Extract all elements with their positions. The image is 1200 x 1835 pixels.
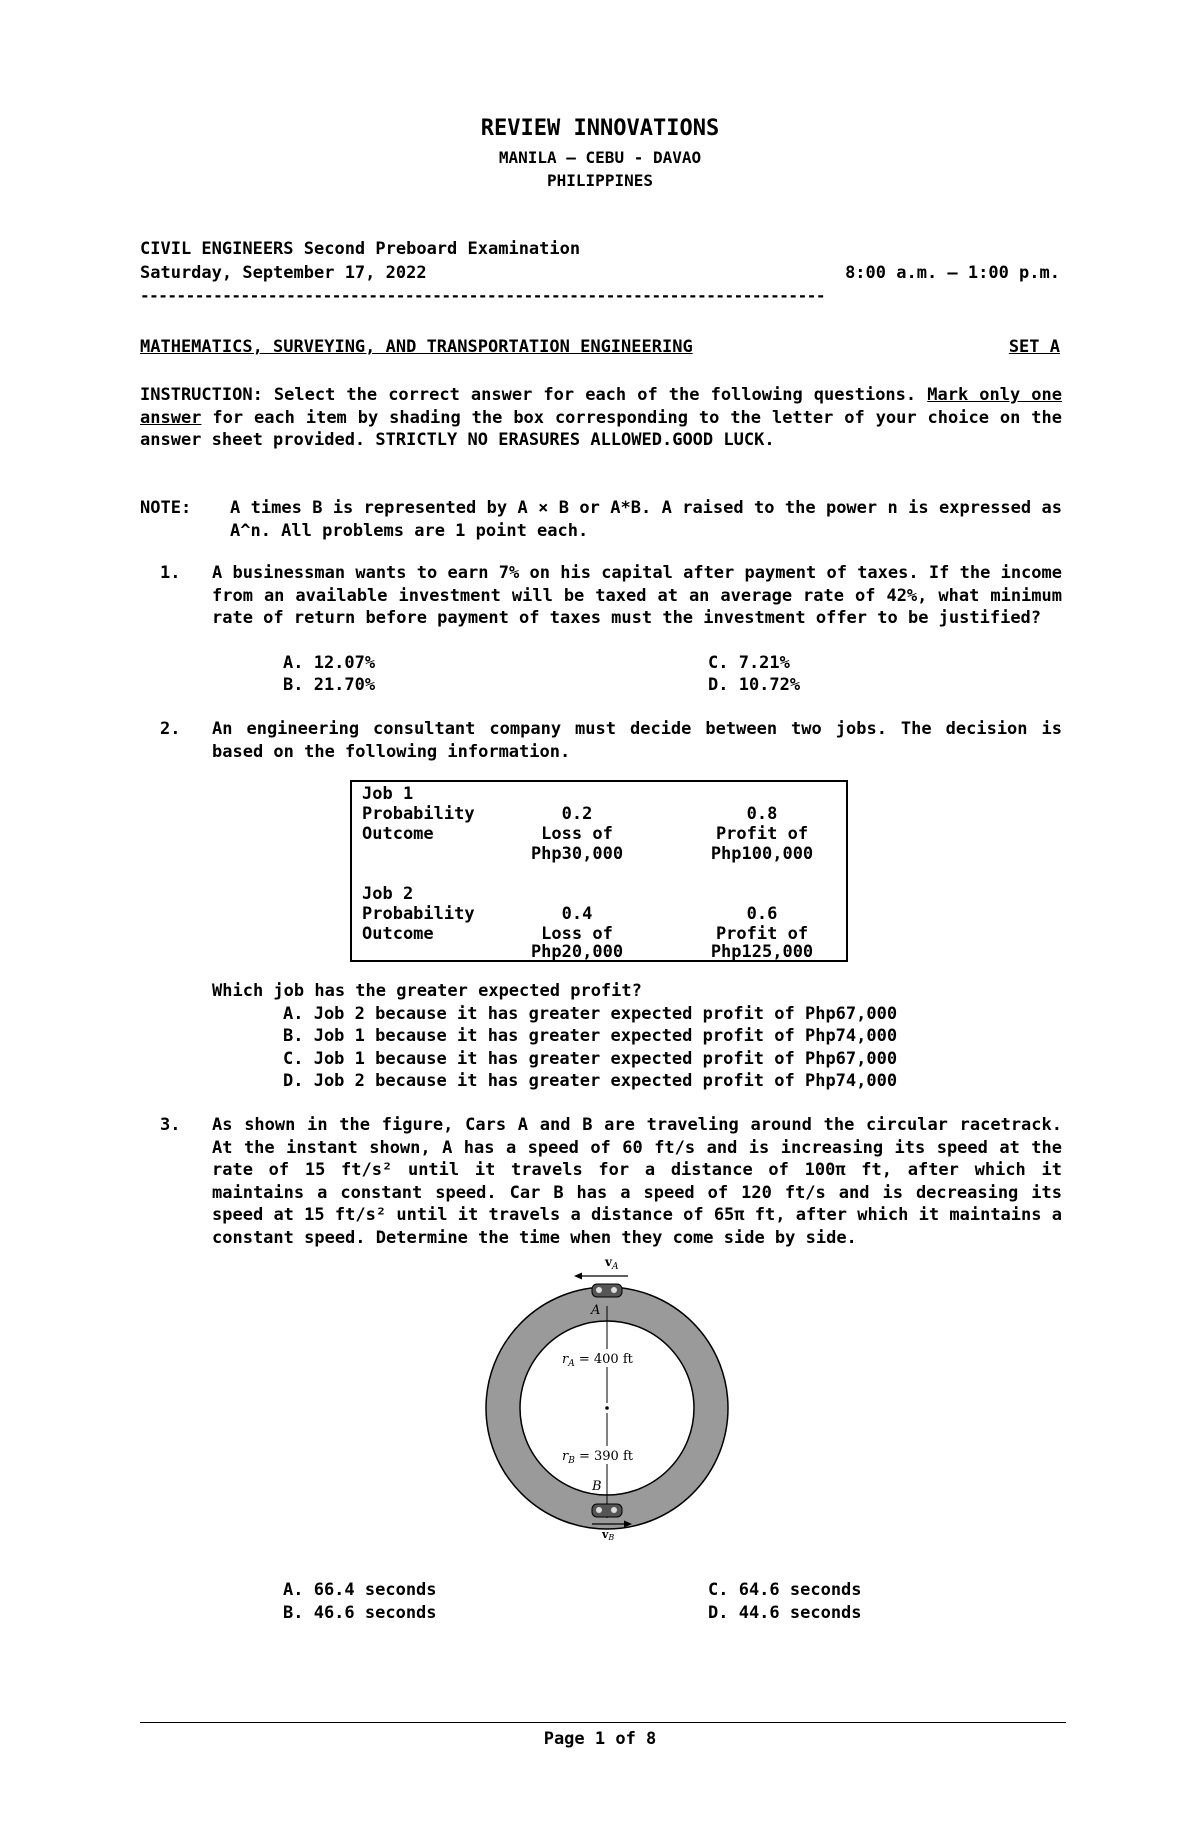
q1-choice-d: D. 10.72% bbox=[708, 675, 801, 695]
instruction-underlined: Mark only one answer bbox=[140, 385, 1062, 428]
q3-choice-d: D. 44.6 seconds bbox=[708, 1603, 862, 1623]
va-arrowhead bbox=[574, 1273, 582, 1280]
car-a-wheel bbox=[611, 1287, 617, 1293]
q1-choice-c: C. 7.21% bbox=[708, 653, 790, 673]
job2-outcome-2b: Php125,000 bbox=[710, 942, 814, 962]
q3-choice-c: C. 64.6 seconds bbox=[708, 1580, 862, 1600]
rb-label-letter: r bbox=[562, 1449, 569, 1464]
q1-number: 1. bbox=[160, 563, 181, 583]
note-text: A times B is represented by A × B or A*B. A raised to the power n is expressed as A^n. All problems are 1 point each. bbox=[230, 498, 1062, 541]
q1-choice-a: A. 12.07% bbox=[283, 653, 376, 673]
ra-label-letter: r bbox=[562, 1352, 569, 1367]
exam-time: 8:00 a.m. – 1:00 p.m. bbox=[845, 263, 1060, 283]
instruction-label: INSTRUCTION: bbox=[140, 385, 263, 405]
job1-probability-2: 0.8 bbox=[746, 804, 778, 824]
q1-text: A businessman wants to earn 7% on his capital after payment of taxes. If the income from an available investment will be taxed at an average rate of 42%, what minimum rate of return before payment of taxes must the investment offer to be justified? bbox=[212, 563, 1062, 628]
q2-choice-b: B. Job 1 because it has greater expected profit of Php74,000 bbox=[283, 1026, 898, 1046]
q2-number: 2. bbox=[160, 719, 181, 739]
org-country: PHILIPPINES bbox=[547, 171, 653, 190]
q3-choice-b: B. 46.6 seconds bbox=[283, 1603, 437, 1623]
car-b-wheel bbox=[596, 1507, 602, 1513]
job2-outcome-1a: Loss of bbox=[541, 924, 613, 944]
q2-question: Which job has the greater expected profit? bbox=[212, 981, 642, 1001]
org-title: REVIEW INNOVATIONS bbox=[480, 116, 720, 141]
job2-probability-2: 0.6 bbox=[746, 904, 778, 924]
q2-choice-c: C. Job 1 because it has greater expected profit of Php67,000 bbox=[283, 1049, 898, 1069]
footer-rule bbox=[140, 1722, 1066, 1723]
q3-text: As shown in the figure, Cars A and B are traveling around the circular racetrack. At the instant shown, A has a speed of 60 ft/s and is increasing its speed at the rate of 15 ft/s² until it travels for a distance of 100π ft, after which it maintains a constant speed. Car B has a speed of 120 ft/s and is decreasing its speed at 15 ft/s² until it travels a distance of 65π ft, after which it maintains a constant speed. Determine the time when they come side by side. bbox=[212, 1115, 1062, 1248]
rb-label-sub: B bbox=[568, 1456, 575, 1466]
exam-title: CIVIL ENGINEERS Second Preboard Examination bbox=[140, 239, 581, 259]
track-center-dot bbox=[605, 1406, 609, 1410]
org-cities: MANILA – CEBU - DAVAO bbox=[498, 148, 702, 167]
exam-set: SET A bbox=[1008, 337, 1060, 357]
q2-choice-d: D. Job 2 because it has greater expected profit of Php74,000 bbox=[283, 1071, 898, 1091]
job1-probability-label: Probability bbox=[362, 804, 475, 824]
va-label-sub: A bbox=[611, 1262, 619, 1272]
page-number: Page 1 of 8 bbox=[543, 1729, 657, 1749]
job1-outcome-2a: Profit of bbox=[715, 824, 809, 844]
q2-text: An engineering consultant company must decide between two jobs. The decision is based on the following information. bbox=[212, 719, 1062, 762]
job2-outcome-label: Outcome bbox=[362, 924, 434, 944]
q1-choice-b: B. 21.70% bbox=[283, 675, 376, 695]
job-table bbox=[350, 780, 848, 962]
va-label bbox=[604, 1255, 619, 1272]
exam-date: Saturday, September 17, 2022 bbox=[140, 263, 427, 283]
q2-choice-a: A. Job 2 because it has greater expected profit of Php67,000 bbox=[283, 1004, 898, 1024]
job1-outcome-2b: Php100,000 bbox=[710, 844, 814, 864]
car-b-label: B bbox=[592, 1479, 602, 1494]
vb-label-letter: v bbox=[602, 1528, 609, 1541]
instruction-paragraph bbox=[140, 384, 1062, 452]
subject-title: MATHEMATICS, SURVEYING, AND TRANSPORTATION ENGINEERING bbox=[140, 337, 693, 357]
instruction-text-2: for each item by shading the box corresponding to the letter of your choice on the answer sheet provided. STRICTLY NO ERASURES ALLOWED.GOOD LUCK. bbox=[140, 407, 1062, 450]
job2-title: Job 2 bbox=[362, 884, 414, 904]
job1-outcome-1a: Loss of bbox=[541, 824, 613, 844]
va-label-letter: v bbox=[605, 1255, 612, 1269]
ra-label-sub: A bbox=[568, 1359, 575, 1369]
q3-choice-a: A. 66.4 seconds bbox=[283, 1580, 437, 1600]
ra-label-value: = 400 ft bbox=[574, 1352, 633, 1367]
job2-outcome-2a: Profit of bbox=[715, 924, 809, 944]
note-label: NOTE: bbox=[140, 498, 192, 518]
vb-label-sub: B bbox=[608, 1533, 615, 1542]
job1-outcome-1b: Php30,000 bbox=[530, 844, 624, 864]
job1-probability-1: 0.2 bbox=[561, 804, 593, 824]
job1-outcome-label: Outcome bbox=[362, 824, 434, 844]
instruction-text-1: Select the correct answer for each of the following questions. bbox=[262, 385, 917, 405]
q3-number: 3. bbox=[160, 1115, 181, 1135]
job1-title: Job 1 bbox=[362, 784, 414, 804]
vb-label bbox=[601, 1528, 614, 1542]
job2-probability-label: Probability bbox=[362, 904, 475, 924]
car-a-wheel bbox=[596, 1287, 602, 1293]
rb-label-value: = 390 ft bbox=[574, 1449, 633, 1464]
job2-outcome-1b: Php20,000 bbox=[530, 942, 624, 962]
job2-probability-1: 0.4 bbox=[561, 904, 593, 924]
car-a-label: A bbox=[591, 1303, 601, 1318]
separator-line: --------------------------------------------------------------------------- bbox=[140, 286, 825, 305]
car-b-wheel bbox=[611, 1507, 617, 1513]
racetrack-figure bbox=[480, 1255, 735, 1542]
